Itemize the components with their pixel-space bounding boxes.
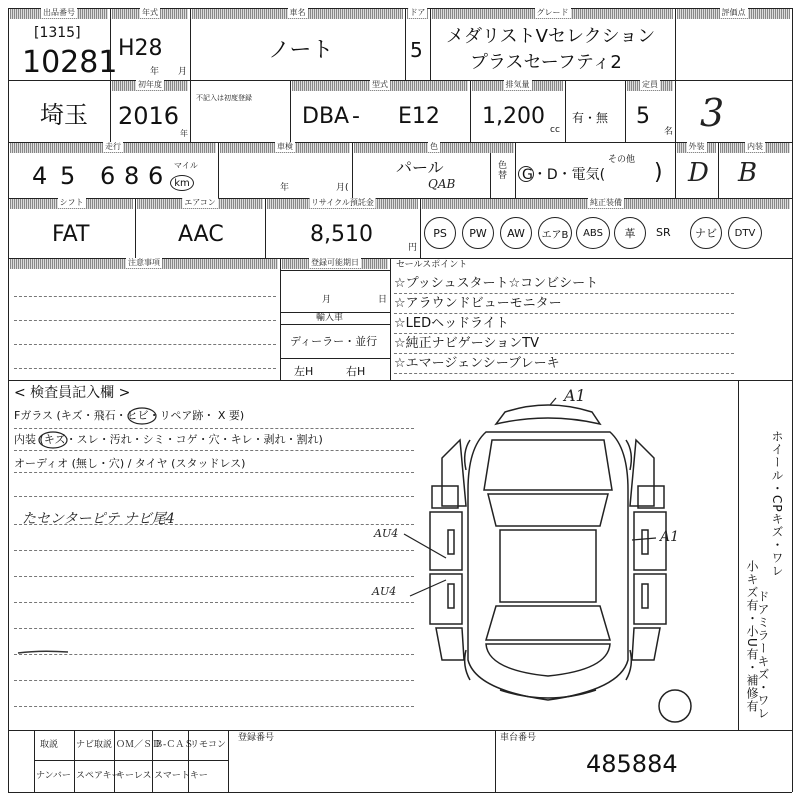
equip-dtv: DTV [728,217,762,249]
displacement-unit: cc [550,125,560,135]
reg-left: 左H [294,365,314,378]
header-color: 色 [430,142,438,151]
equip-abs: ABS [576,217,610,249]
reg-dealer: ディーラー・並行 [290,335,378,348]
header-year: 年式 [142,8,158,17]
shaken-paren: ( [345,183,349,193]
header-vehicle-number: 車台番号 [500,733,537,743]
color-other: その他 [608,155,636,165]
reg-right: 右H [346,365,366,378]
shaken-nen: 年 [280,183,290,193]
color-close: ) [654,160,663,185]
displacement-value: 1,200 [482,104,545,129]
reg-import-label: 輸入車 [316,313,344,323]
color-name: パール [396,158,444,177]
grade-line1: メダリストVセレクション [446,26,656,47]
odo-digit-2: 5 [60,162,76,190]
color-change-label: 色替 [496,160,506,180]
interior-grade: B [738,158,758,188]
first-reg-year: 2016 [118,102,180,130]
a1-top-label: A1 [564,386,586,405]
seats-unit: 名 [664,127,674,137]
recycle-value: 8,510 [310,222,373,247]
au4-upper-label: AU4 [374,527,399,540]
bottom-om-sd: ＯＭ／ＳＤ [116,740,162,750]
bottom-remote: リモコン [190,740,227,750]
color-options: G・D・電気( [522,167,606,183]
equip-pw: PW [462,217,494,249]
equip-leather: 革 [614,217,646,249]
lot-code: [1315] [34,25,81,41]
sales-point-5: ☆エマージェンシーブレーキ [394,356,560,371]
equip-ps: PS [424,217,456,249]
header-inspection: 車検 [277,142,293,151]
bottom-navi-manual: ナビ取説 [76,740,113,750]
header-displacement: 排気量 [505,80,530,89]
bottom-manual: 取説 [40,740,59,750]
first-reg-nen: 年 [180,129,188,138]
inspector-line-glass: Fガラス (キズ・飛石・ヒビ・リペア跡・ X 要) [14,409,245,422]
reg-day: 日 [378,295,388,305]
header-mileage: 走行 [105,142,121,151]
reg-month: 月 [322,295,332,305]
header-interior: 内装 [747,142,763,151]
bottom-spare-key: スペアキー [76,771,121,781]
odo-digit-3: 6 [100,162,116,190]
header-model-year: 初年度 [138,80,162,89]
vehicle-number: 485884 [586,750,678,778]
header-evaluation: 評価点 [721,8,746,17]
legend-wheel: ホイール・CPキズ・ワレ [770,430,784,578]
lot-number: 10281 [22,45,118,80]
equip-airbag: エアB [538,217,572,249]
color-code: QAB [428,177,456,191]
seats-value: 5 [636,104,650,129]
a1-side-pointer [632,538,656,540]
au4-lower-pointer [410,580,446,596]
aircon-value: AAC [178,222,224,247]
odo-digit-5: 6 [148,162,164,190]
shift-value: FAT [52,222,90,247]
header-exterior: 外装 [688,142,705,151]
header-seats: 定員 [642,80,658,89]
equip-sr: SR [656,226,671,239]
recycle-unit: 円 [408,243,418,253]
legend-scratch: 小キズ有・小U有・補修有 [745,560,759,713]
doors-value: 5 [410,38,423,62]
bottom-bcas: Ｂ-ＣＡＳ [154,740,194,750]
region: 埼玉 [40,101,88,129]
header-recycle: リサイクル預託金 [311,198,374,207]
handwritten-note: たセンターピテ ナビ尾4 [22,511,175,527]
header-document-number: 登録番号 [238,733,275,743]
grade-line2: プラスセーフティ2 [470,52,622,73]
equip-aw: AW [500,217,532,249]
header-lot: 出品番号 [43,8,75,17]
sales-point-1: ☆プッシュスタート☆コンビシート [394,276,599,291]
odo-digit-1: 4 [32,162,48,190]
sales-point-3: ☆LEDヘッドライト [394,316,509,331]
sales-point-2: ☆アラウンドビューモニター [394,296,562,311]
equip-navi: ナビ [690,217,722,249]
year-nen: 年 [150,67,160,77]
year-tsuki: 月 [178,67,188,77]
a1-side-label: A1 [660,529,680,545]
inspector-line-audio: オーディオ (無し・穴) / タイヤ (スタッドレス) [14,457,246,470]
sales-point-4: ☆純正ナビゲーションTV [394,336,539,351]
legend-mirror: ドアミラーキズ・ワレ [756,590,770,720]
header-shift: シフト [59,198,84,207]
bottom-number: ナンバー [36,771,71,781]
car-name: ノート [268,38,334,63]
inspector-title: < 検査員記入欄 > [14,385,131,401]
header-sales-points: セールスポイント [396,260,468,270]
header-notes: 注意事項 [128,258,160,267]
model-code: E12 [398,104,440,129]
header-equipment: 純正装備 [590,198,622,207]
evaluation-score: 3 [700,91,725,135]
header-model: 型式 [372,80,388,89]
model-dash: - [352,104,360,129]
year-era: H28 [118,36,163,61]
au4-lower-label: AU4 [372,585,397,598]
model-prefix: DBA [302,104,350,129]
a1-top-pointer [550,398,556,405]
header-registration: 登録可能期日 [311,258,359,267]
shaken-tsuki: 月 [336,183,346,193]
ac-options: 有・無 [572,111,609,125]
mileage-mile: マイル [174,161,198,170]
header-doors: ドア [409,8,426,17]
bottom-keyless: キーレス [116,771,152,781]
odo-digit-4: 8 [124,162,140,190]
header-name: 車名 [289,8,306,17]
au4-upper-pointer [404,534,446,558]
exterior-grade: D [688,158,709,188]
header-aircon: エアコン [184,198,216,207]
first-reg-note: 不記入は初度登録 [196,94,252,102]
inspector-line-interior: 内装 (キズ・スレ・汚れ・シミ・コゲ・穴・キレ・剥れ・割れ) [14,433,323,446]
bottom-smart-key: スマートキー [154,771,208,781]
mileage-km: km [170,175,194,191]
header-grade: グレード [536,8,569,17]
